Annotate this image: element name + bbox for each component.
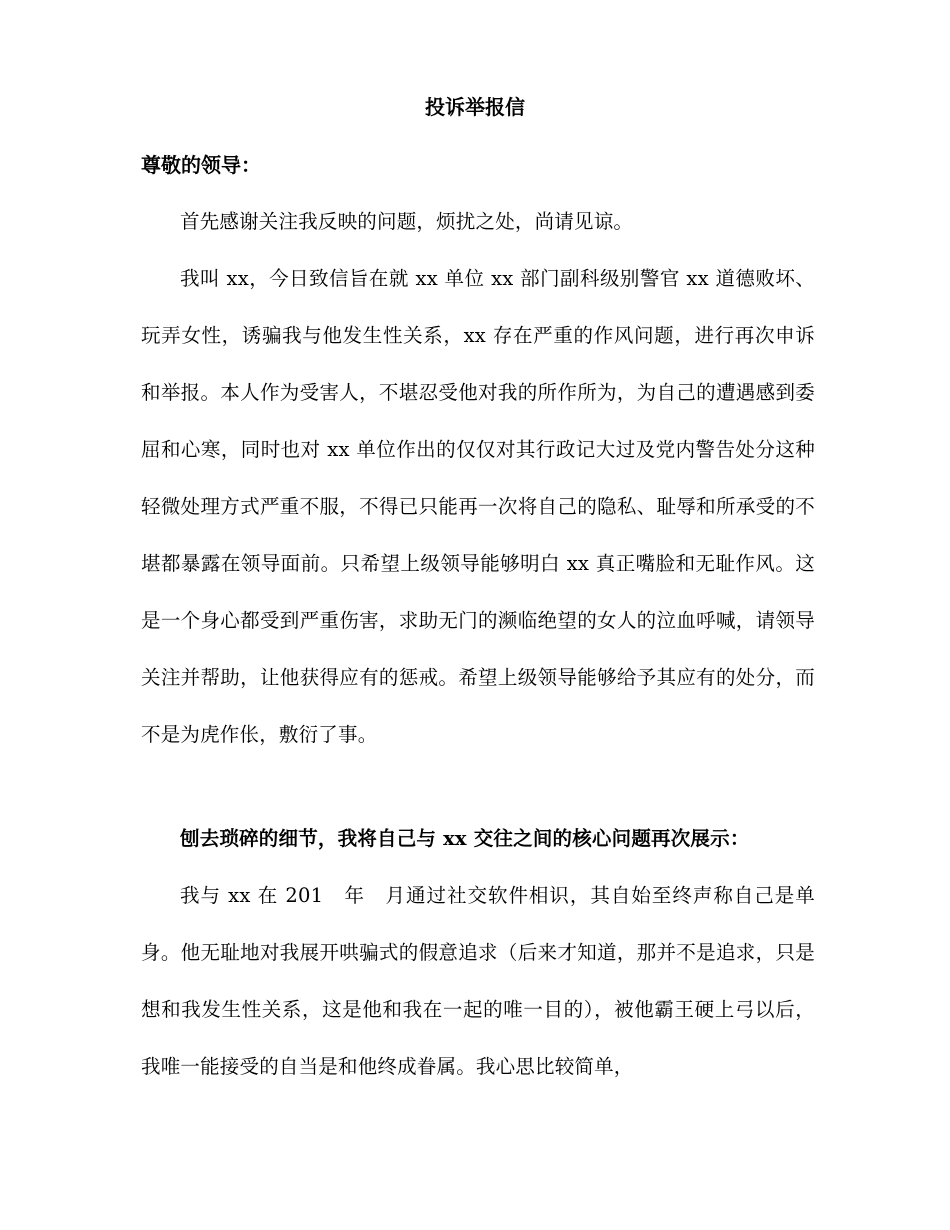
paragraph-complaint: 我叫 xx，今日致信旨在就 xx 单位 xx 部门副科级别警官 xx 道德败坏、玩弄女性，诱骗我与他发生性关系，xx 存在严重的作风问题，进行再次申诉和举报。本人作为受害人，不堪忍受他对我的所作所为，为自己的遭遇感到委屈和心寒，同时也对 xx 单位作出的仅仅对其行政记大过及党内警告处分这种轻微处理方式严重不服，不得已只能再一次将自己的隐私、耻辱和所承受的不堪都暴露在领导面前。只希望上级领导能够明白 xx 真正嘴脸和无耻作风。这是一个身心都受到严重伤害，求助无门的濒临绝望的女人的泣血呼喊，请领导关注并帮助，让他获得应有的惩戒。希望上级领导能够给予其应有的处分，而不是为虎作伥，敷衍了事。 — [141, 267, 815, 746]
paragraph-opening: 首先感谢关注我反映的问题，烦扰之处，尚请见谅。 — [180, 210, 634, 233]
paragraph-account: 我与 xx 在 201 年 月通过社交软件相识，其自始至终声称自己是单身。他无耻地对我展开哄骗式的假意追求（后来才知道，那并不是追求，只是想和我发生性关系，这是他和我在一起的唯一目的），被他霸王硬上弓以后，我唯一能接受的自当是和他终成眷属。我心思比较简单， — [141, 884, 815, 1078]
paragraph-core-heading: 刨去琐碎的细节，我将自己与 xx 交往之间的核心问题再次展示： — [180, 827, 750, 850]
document-title: 投诉举报信 — [425, 95, 525, 119]
salutation: 尊敬的领导： — [141, 153, 261, 177]
